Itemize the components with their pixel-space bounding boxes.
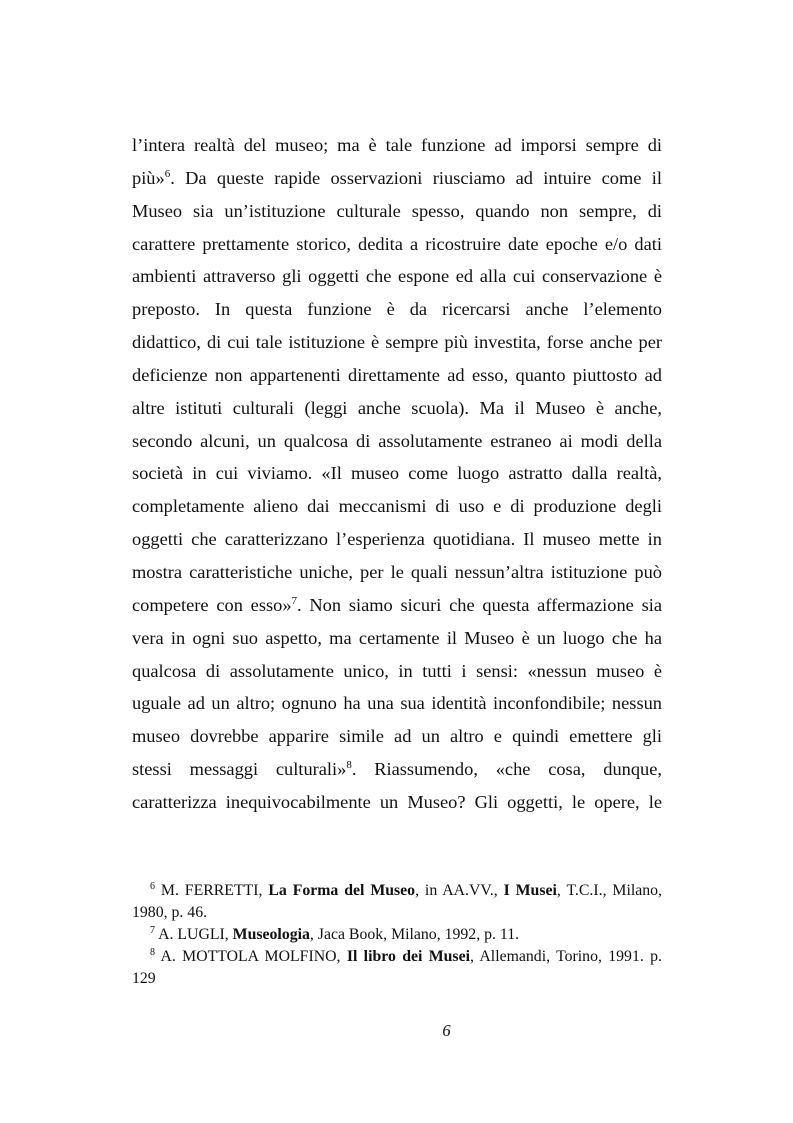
footnote-6-continued: 1980, p. 46. [132, 904, 208, 921]
page-number: 6 [442, 1021, 451, 1040]
text-line: vera in ogni suo aspetto, ma certamente il Museo è un luogo che ha [132, 627, 662, 648]
body-text [132, 129, 662, 819]
text-line: didattico, di cui tale istituzione è sempre più investita, forse anche per [132, 332, 662, 353]
footnote-8-continued: 129 [132, 970, 156, 987]
footnote-8: $^8$ A. MOTTOLA MOLFINO, Il libro dei Musei, Allemandi, Torino, 1991. p. [150, 947, 662, 965]
text-line: altre istituti culturali (leggi anche scuola). Ma il Museo è anche, [132, 397, 662, 418]
footnote-ref: 7 [291, 594, 298, 607]
text-line: museo dovrebbe apparire simile ad un altro e quindi emettere gli [132, 726, 662, 747]
text-line: caratterizza inequivocabilmente un Museo? Gli oggetti, le opere, le [132, 791, 662, 812]
text-line: secondo alcuni, un qualcosa di assolutamente estraneo ai modi della [132, 430, 662, 451]
text-line: Museo sia un’istituzione culturale spesso, quando non sempre, di [132, 200, 662, 221]
text-line: oggetti che caratterizzano l’esperienza quotidiana. Il museo mette in [132, 529, 662, 550]
text-line: mostra caratteristiche uniche, per le quali nessun’altra istituzione può [132, 561, 662, 582]
text-line: uguale ad un altro; ognuno ha una sua identità inconfondibile; nessun [132, 693, 662, 714]
text-line: stessi messaggi culturali»$^8$. Riassumendo, «che cosa, dunque, [132, 759, 662, 780]
footnote-ref: 8 [346, 759, 352, 772]
footnote-ref: 6 [164, 167, 171, 180]
text-line: preposto. In questa funzione è da ricercarsi anche l’elemento [132, 299, 662, 320]
footnotes [132, 880, 662, 990]
text-line: completamente alieno dai meccanismi di uso e di produzione degli [132, 496, 662, 517]
text-line: qualcosa di assolutamente unico, in tutti i sensi: «nessun museo è [132, 660, 662, 681]
text-line: competere con esso»$^7$. Non siamo sicuri che questa affermazione sia [132, 594, 662, 615]
text-line: carattere prettamente storico, dedita a ricostruire date epoche e/o dati [132, 233, 662, 254]
text-line: più»$^6$. Da queste rapide osservazioni riusciamo ad intuire come il [132, 167, 662, 188]
text-line: società in cui viviamo. «Il museo come luogo astratto dalla realtà, [132, 463, 662, 484]
text-line: ambienti attraverso gli oggetti che espone ed alla cui conservazione è [132, 266, 662, 287]
footnote-6: $^6$ M. FERRETTI, La Forma del Museo, in AA.VV., I Musei, T.C.I., Milano, [150, 881, 663, 899]
text-line: l’intera realtà del museo; ma è tale funzione ad imporsi sempre di [132, 135, 662, 155]
footnote-7: $^7$ A. LUGLI, Museologia, Jaca Book, Milano, 1992, p. 11. [150, 925, 520, 943]
text-line: deficienze non appartenenti direttamente ad esso, quanto piuttosto ad [132, 364, 662, 385]
